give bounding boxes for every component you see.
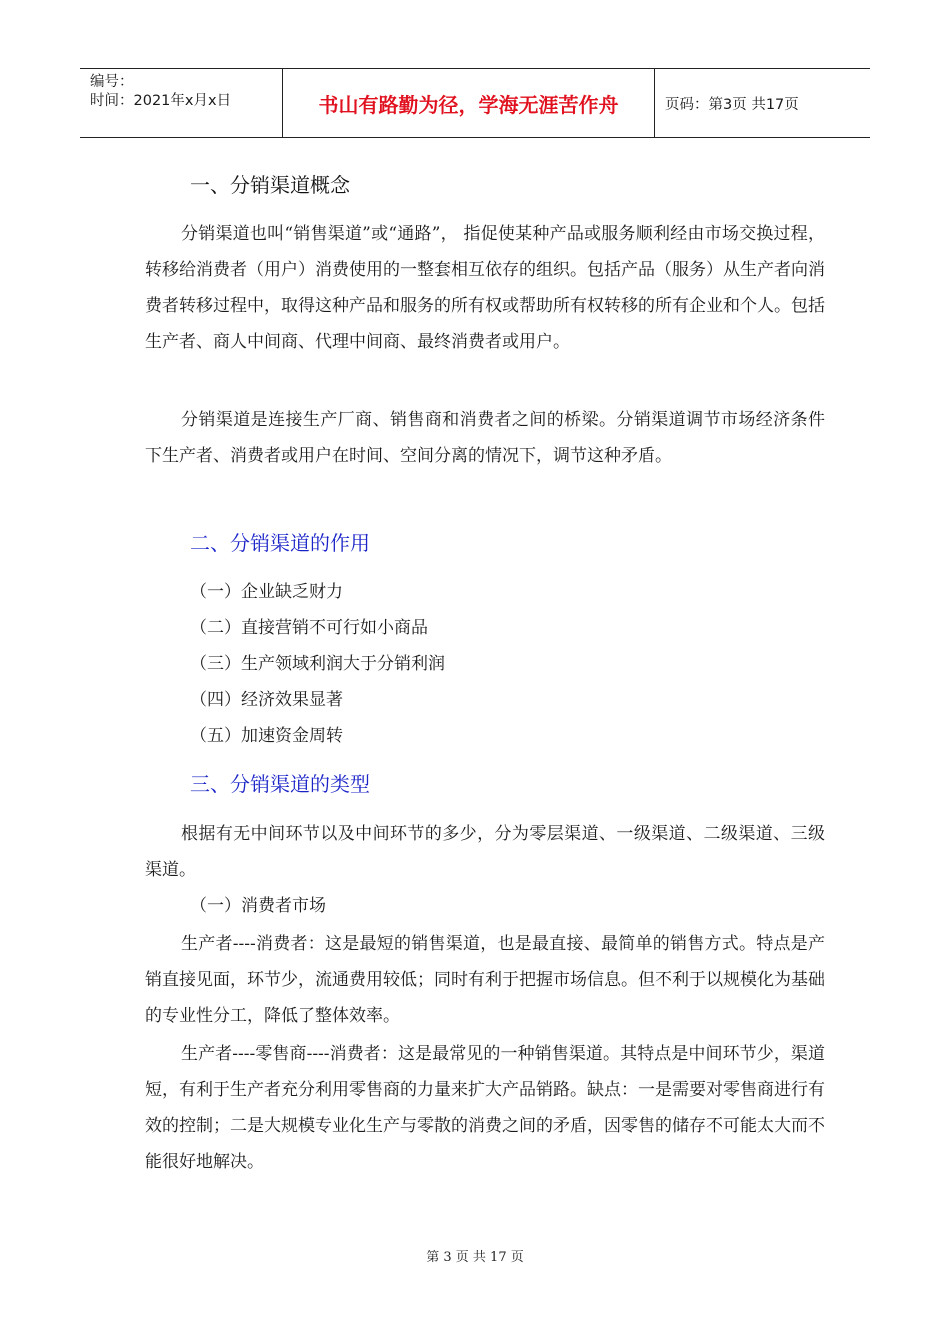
section-heading-2: 二、分销渠道的作用 <box>190 531 370 555</box>
header-page-info: 页码：第3页 共17页 <box>665 96 799 113</box>
number-label: 编号： <box>90 74 134 90</box>
paragraph-concept-2: 分销渠道是连接生产厂商、销售商和消费者之间的桥梁。分销渠道调节市场经济条件下生产者、消费者或用户在时间、空间分离的情况下，调节这种矛盾。 <box>145 410 825 466</box>
section-heading-1: 一、分销渠道概念 <box>190 173 350 197</box>
document-header-table <box>80 68 870 138</box>
list-item: （三）生产领域利润大于分销利润 <box>190 654 445 674</box>
list-item: （五）加速资金周转 <box>190 726 343 746</box>
subheading-consumer-market: （一）消费者市场 <box>190 896 326 916</box>
list-item: （一）企业缺乏财力 <box>190 582 343 602</box>
paragraph-concept-1: 分销渠道也叫“销售渠道”或“通路”， 指促使某种产品或服务顺利经由市场交换过程，转移给消费者（用户）消费使用的一整套相互依存的组织。包括产品（服务）从生产者向消费者转移过程中，取得这种产品和服务的所有权或帮助所有权转移的所有企业和个人。包括生产者、商人中间商、代理中间商、最终消费者或用户。 <box>145 224 825 352</box>
time-label: 时间：2021年x月x日 <box>90 93 232 109</box>
header-meta-cell <box>80 69 283 137</box>
list-item: （四）经济效果显著 <box>190 690 343 710</box>
paragraph-one-level-channel: 生产者----零售商----消费者：这是最常见的一种销售渠道。其特点是中间环节少，渠道短，有利于生产者充分利用零售商的力量来扩大产品销路。缺点：一是需要对零售商进行有效的控制；二是大规模专业化生产与零散的消费之间的矛盾，因零售的储存不可能太大而不能很好地解决。 <box>145 1044 825 1172</box>
section-heading-3: 三、分销渠道的类型 <box>190 772 370 796</box>
page-footer: 第 3 页 共 17 页 <box>426 1250 524 1265</box>
paragraph-types-intro: 根据有无中间环节以及中间环节的多少，分为零层渠道、一级渠道、二级渠道、三级渠道。 <box>145 824 825 880</box>
header-motto: 书山有路勤为径，学海无涯苦作舟 <box>283 69 655 137</box>
list-item: （二）直接营销不可行如小商品 <box>190 618 428 638</box>
paragraph-zero-level-channel: 生产者----消费者：这是最短的销售渠道，也是最直接、最简单的销售方式。特点是产销直接见面，环节少，流通费用较低；同时有利于把握市场信息。但不利于以规模化为基础的专业性分工，降低了整体效率。 <box>145 934 825 1026</box>
